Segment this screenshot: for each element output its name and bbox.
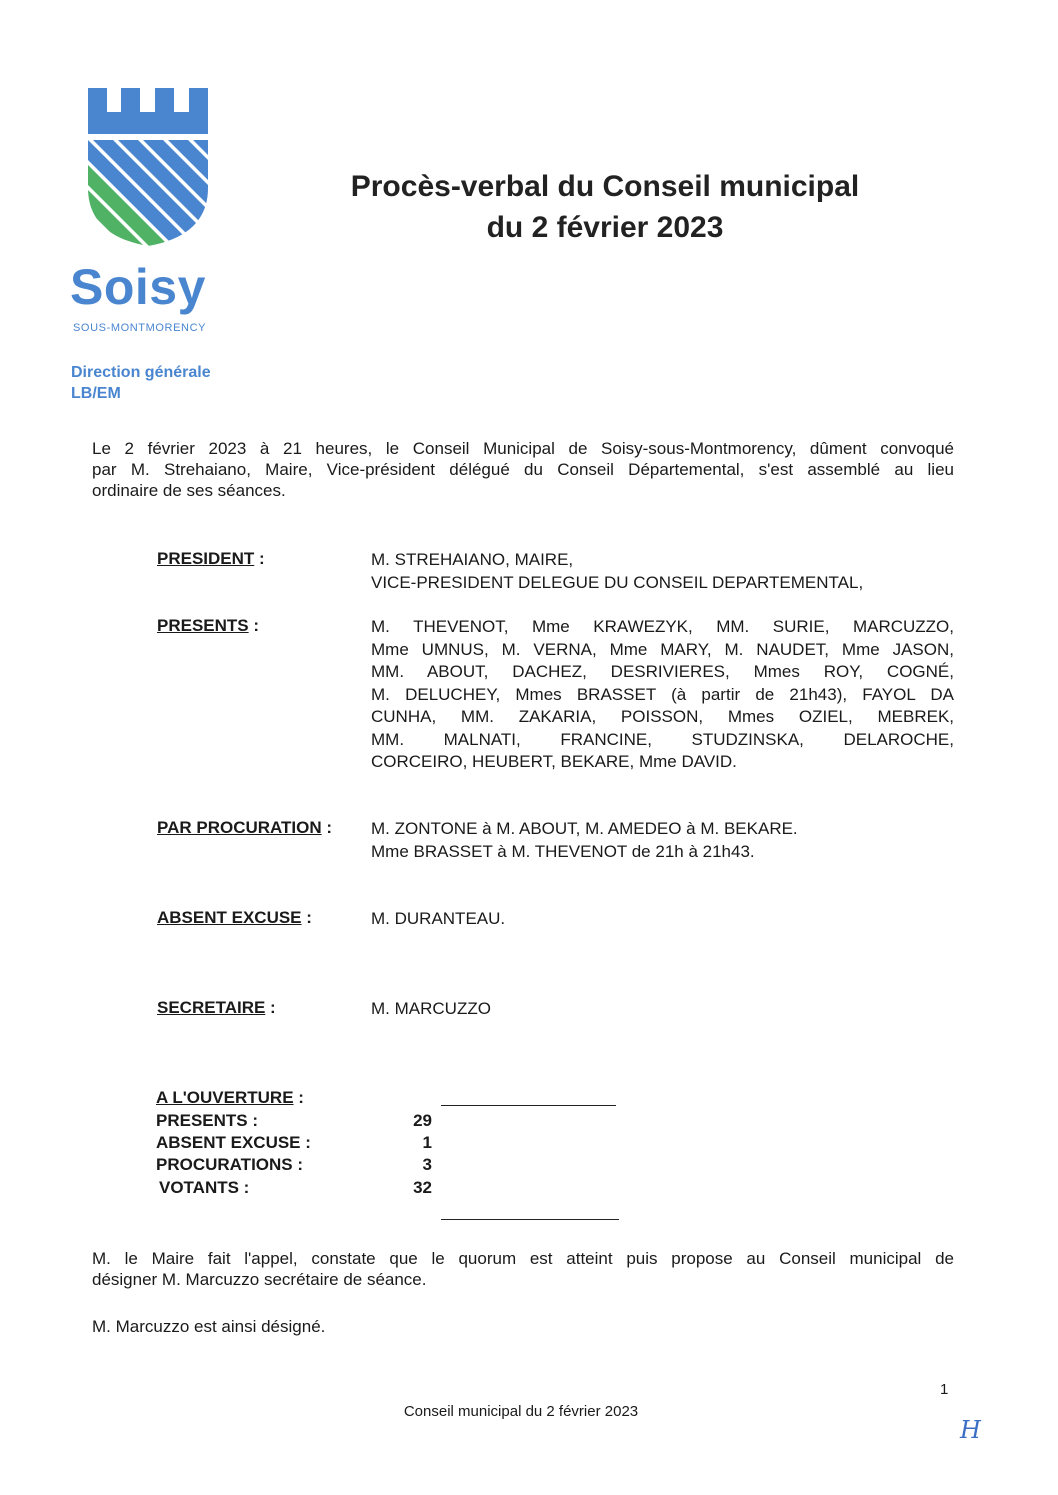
procuration-label: PAR PROCURATION : [157, 818, 333, 837]
count-label-votants: VOTANTS : [159, 1178, 250, 1197]
secretaire-label: SECRETAIRE : [157, 998, 276, 1017]
president-value [371, 549, 954, 594]
presents-line: MM. ABOUT, DACHEZ, DESRIVIERES, Mmes ROY, COGNÉ, [371, 662, 954, 681]
logo-subtext: SOUS-MONTMORENCY [73, 322, 207, 334]
intro-line: ordinaire de ses séances. [92, 481, 286, 500]
presents-line: CUNHA, MM. ZAKARIA, POISSON, Mmes OZIEL, MEBREK, [371, 707, 954, 726]
president-line: M. STREHAIANO, MAIRE, [371, 550, 574, 569]
count-value-procurations: 3 [422, 1155, 432, 1174]
president-line: VICE-PRESIDENT DELEGUE DU CONSEIL DEPARTEMENTAL, [371, 572, 864, 592]
presents-value [371, 616, 954, 774]
procuration-value [371, 818, 954, 863]
count-label-procurations: PROCURATIONS : [156, 1155, 304, 1174]
presents-line: M. THEVENOT, Mme KRAWEZYK, MM. SURIE, MARCUZZO, [371, 617, 954, 636]
document-reference: LB/EM [71, 385, 121, 402]
intro-paragraph [92, 438, 954, 501]
secretaire-value: M. MARCUZZO [371, 999, 491, 1018]
count-value-presents: 29 [413, 1111, 432, 1130]
intro-line: par M. Strehaiano, Maire, Vice-président délégué du Conseil Départemental, s'est assemblé au lieu [92, 460, 954, 479]
counts-divider-bottom [441, 1219, 619, 1220]
page-number: 1 [940, 1381, 949, 1398]
count-value-absent: 1 [422, 1133, 432, 1152]
page-title-line2: du 2 février 2023 [486, 211, 724, 244]
intro-line: Le 2 février 2023 à 21 heures, le Conseil Municipal de Soisy-sous-Montmorency, dûment convoqué [92, 439, 954, 458]
presents-line: CORCEIRO, HEUBERT, BEKARE, Mme DAVID. [371, 752, 737, 771]
procuration-line: Mme BRASSET à M. THEVENOT de 21h à 21h43. [371, 841, 755, 861]
department-name: Direction générale [71, 364, 211, 381]
counts-divider-top [441, 1105, 616, 1106]
presents-line: MM. MALNATI, FRANCINE, STUDZINSKA, DELAROCHE, [371, 729, 954, 749]
closing-paragraph [92, 1248, 954, 1290]
absent-value: M. DURANTEAU. [371, 909, 506, 928]
counts-heading: A L'OUVERTURE : [156, 1088, 304, 1107]
count-value-votants: 32 [413, 1178, 432, 1197]
count-label-presents: PRESENTS : [156, 1111, 259, 1130]
presents-label: PRESENTS : [157, 616, 260, 635]
procuration-line: M. ZONTONE à M. ABOUT, M. AMEDEO à M. BEKARE. [371, 819, 798, 838]
soisy-logo-emblem [88, 88, 208, 248]
page-title-line1: Procès-verbal du Conseil municipal [350, 170, 860, 203]
handwritten-initials: H [960, 1416, 981, 1444]
closing-line: désigner M. Marcuzzo secrétaire de séance. [92, 1270, 427, 1289]
presents-line: Mme UMNUS, M. VERNA, Mme MARY, M. NAUDET, Mme JASON, [371, 639, 954, 659]
logo-wordmark: Soisy [70, 259, 206, 315]
president-label: PRESIDENT : [157, 549, 265, 568]
closing-line: M. le Maire fait l'appel, constate que le quorum est atteint puis propose au Conseil municipal de [92, 1249, 954, 1268]
page-footer: Conseil municipal du 2 février 2023 [403, 1403, 639, 1420]
absent-label: ABSENT EXCUSE : [157, 908, 312, 927]
closing-statement: M. Marcuzzo est ainsi désigné. [92, 1317, 326, 1336]
count-label-absent: ABSENT EXCUSE : [156, 1133, 311, 1152]
presents-line: M. DELUCHEY, Mmes BRASSET (à partir de 21h43), FAYOL DA [371, 684, 954, 704]
